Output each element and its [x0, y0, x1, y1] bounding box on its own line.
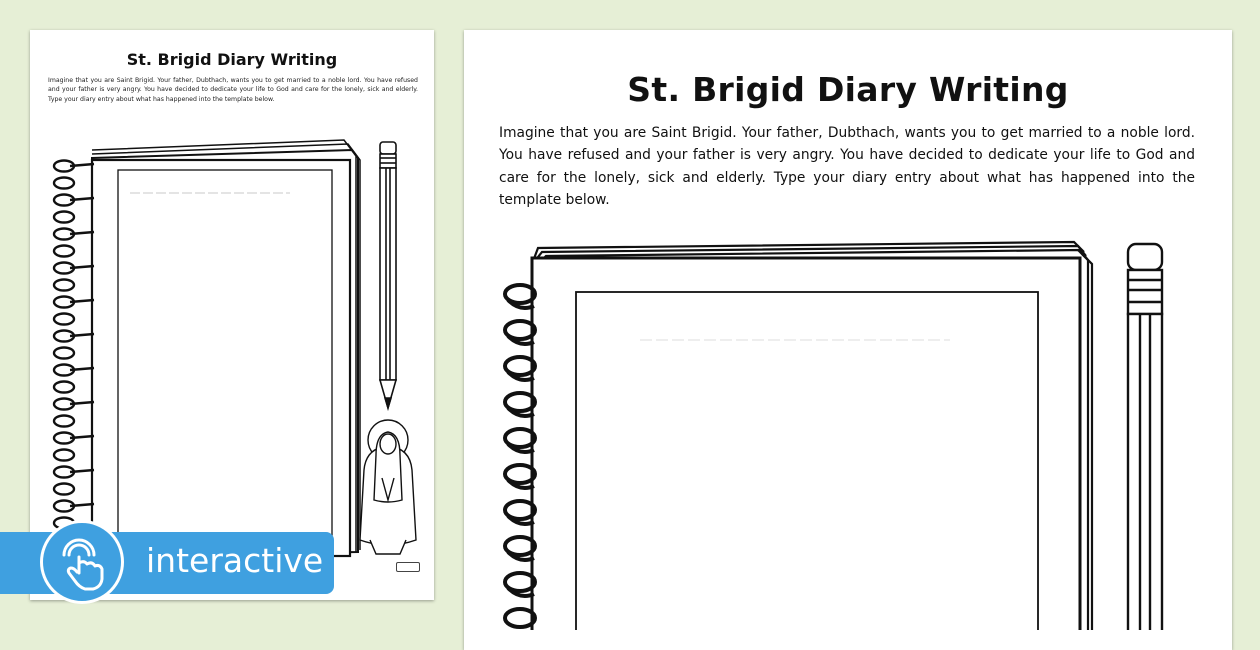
worksheet-preview-small	[30, 30, 434, 600]
publisher-logo	[396, 562, 420, 572]
notebook-illustration-small	[30, 30, 434, 600]
worksheet-instructions: Imagine that you are Saint Brigid. Your father, Dubthach, wants you to get married to a noble lord. You have refused and your father is very angry. You have decided to dedicate your life to God and care for the lonely, sick and elderly. Type your diary entry about what has happened into the template below.	[499, 125, 1195, 209]
badge-label: interactive	[146, 541, 324, 580]
notebook-illustration	[464, 30, 1232, 630]
worksheet-title-small: St. Brigid Diary Writing	[126, 50, 338, 69]
worksheet-title: St. Brigid Diary Writing	[627, 70, 1069, 109]
worksheet-instructions-small: Imagine that you are Saint Brigid. Your father, Dubthach, wants you to get married to a noble lord. You have refused and your father is very angry. You have decided to dedicate your life to God and care for the lonely, sick and elderly. Type your diary entry about what has happened into the template below.	[48, 77, 418, 103]
interactive-badge	[0, 532, 334, 594]
worksheet-page-large	[464, 30, 1232, 650]
hand-tap-icon	[40, 520, 124, 604]
